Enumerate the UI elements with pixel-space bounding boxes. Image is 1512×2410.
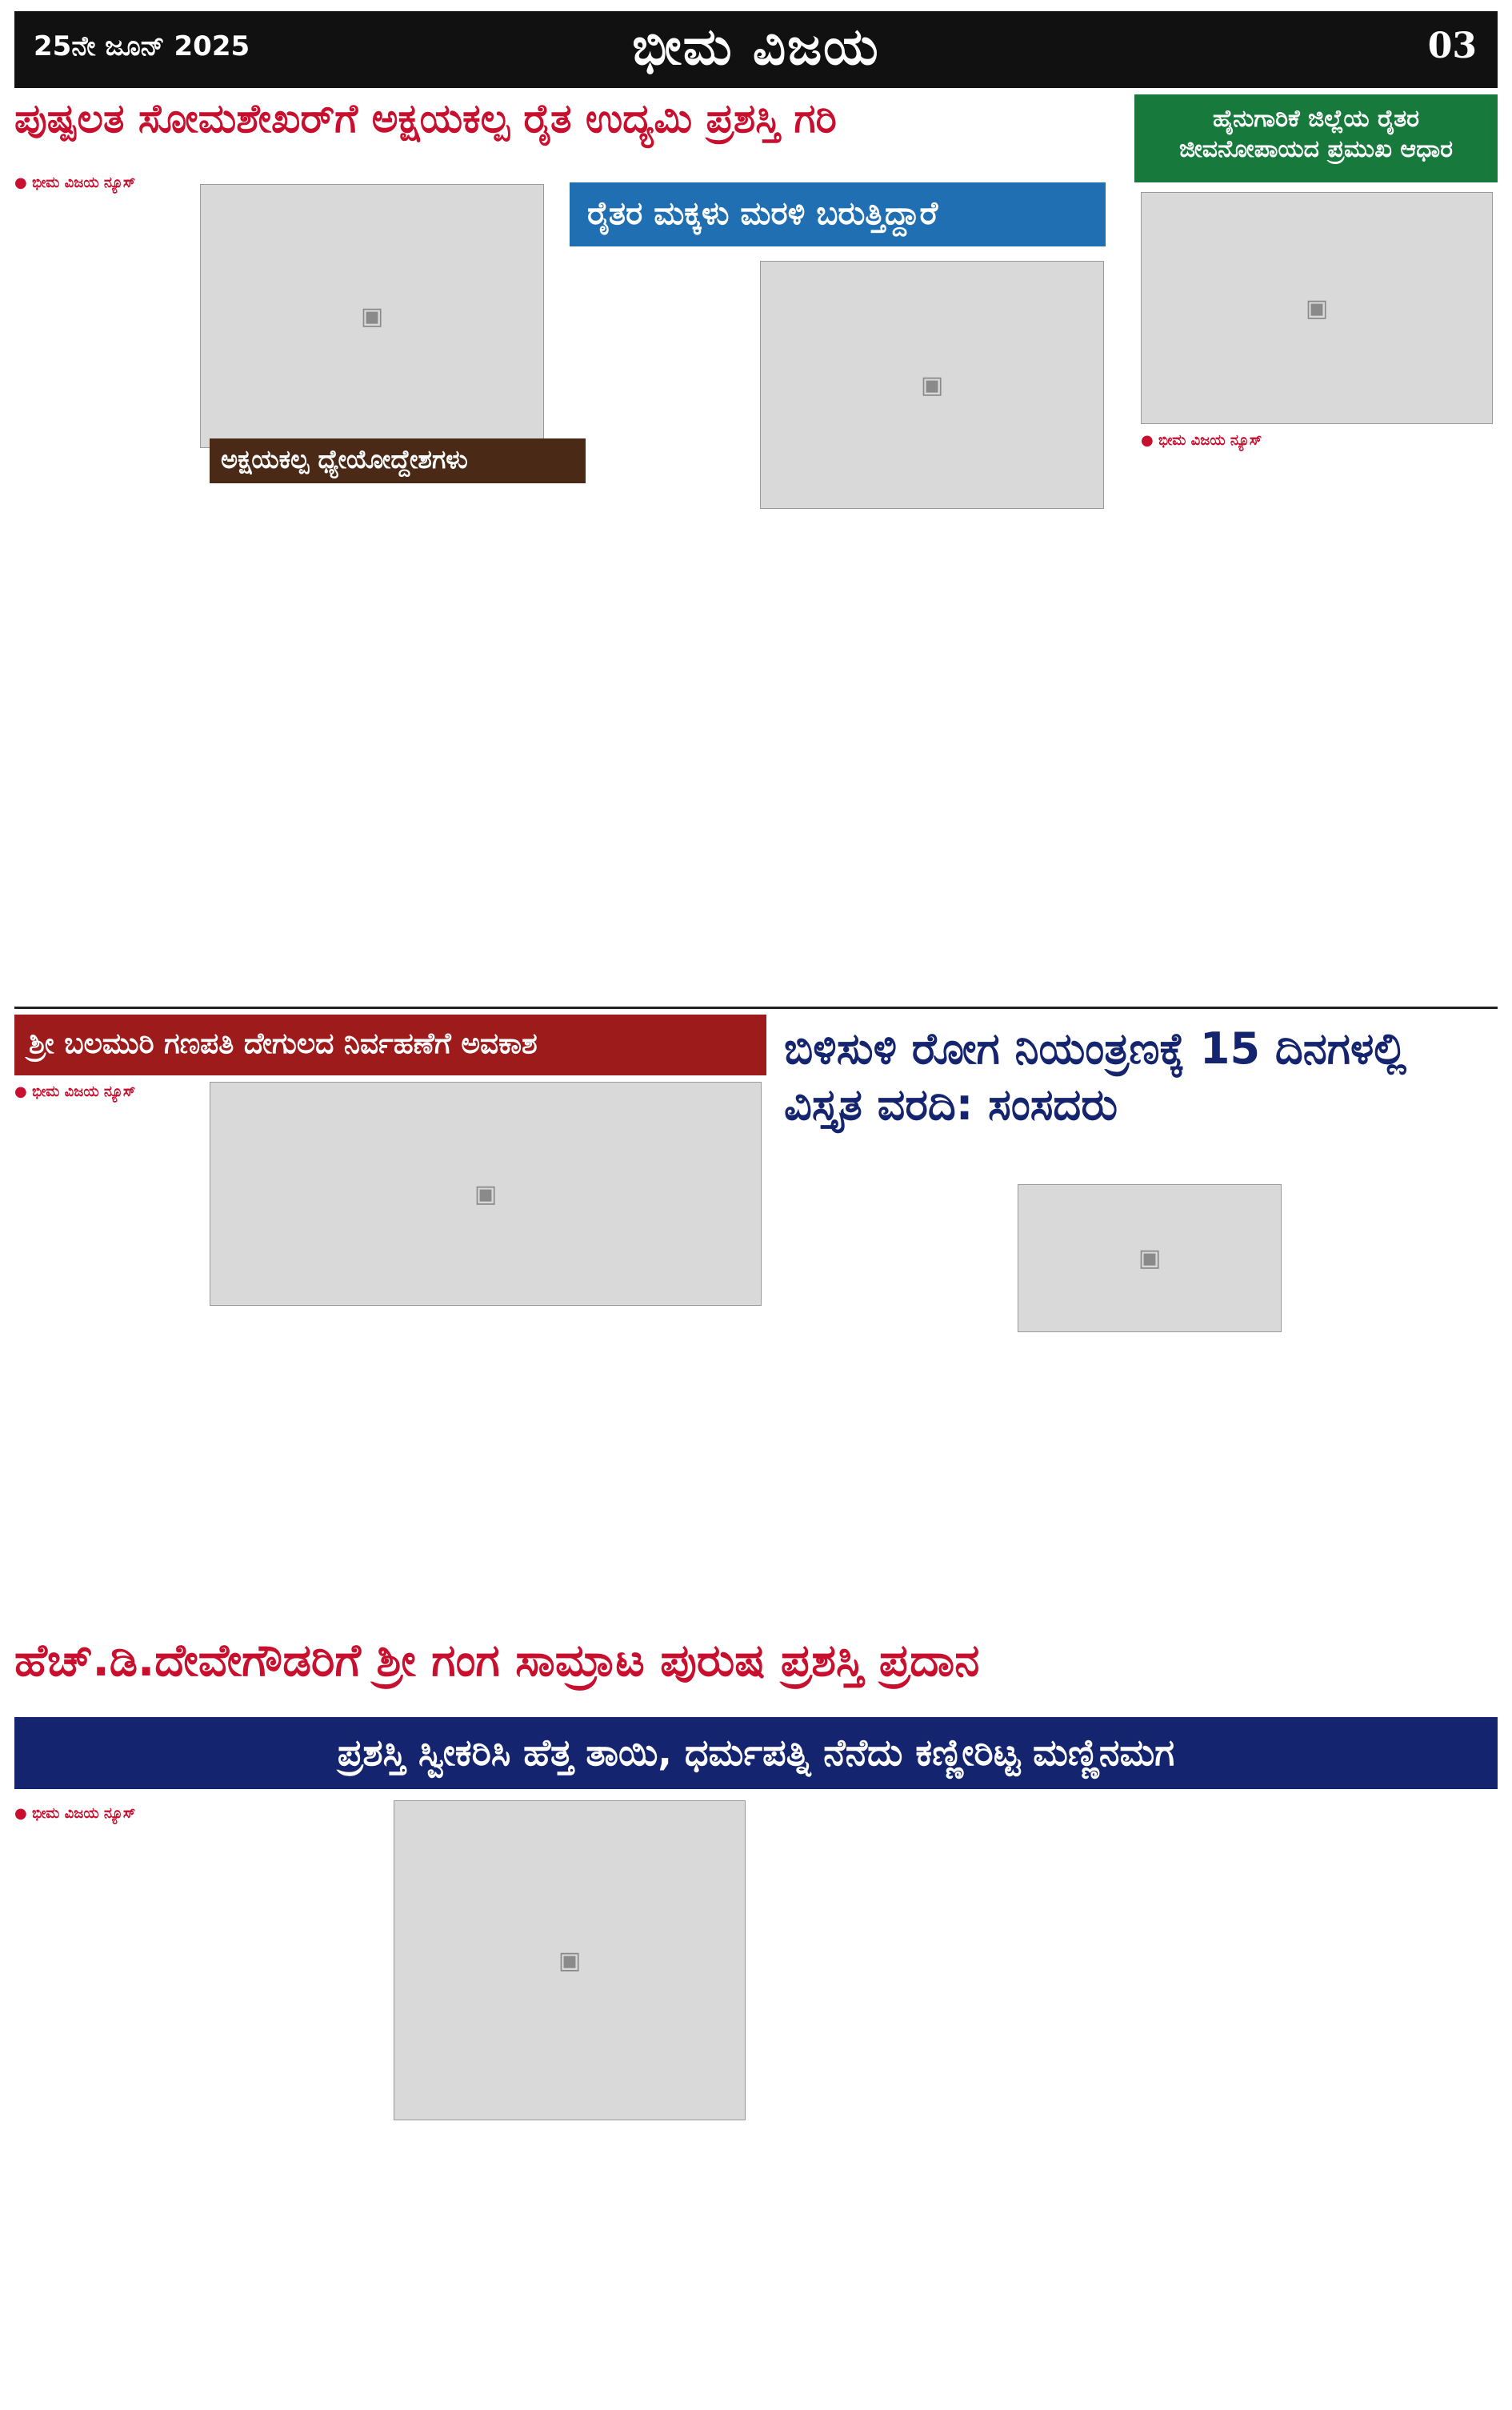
article-6-subheading-band xyxy=(14,1717,1498,1789)
masthead xyxy=(14,11,1498,88)
article-4-byline-wrap xyxy=(14,1083,206,1100)
article-6-byline-wrap xyxy=(14,1805,390,1822)
photo-icon: ▣ xyxy=(1305,294,1329,322)
article-1-subheading: ಅಕ್ಷಯಕಲ್ಪ ಧ್ಯೇಯೋದ್ದೇಶಗಳು xyxy=(221,444,468,474)
article-5-headline-wrap xyxy=(784,1021,1496,1133)
article-1-byline: ● ಭೀಮ ವಿಜಯ ನ್ಯೂಸ್ xyxy=(14,174,198,191)
article-1-photo xyxy=(200,184,544,448)
article-3-headline: ಹೈನುಗಾರಿಕೆ ಜಿಲ್ಲೆಯ ರೈತರ ಜೀವನೋಪಾಯದ ಪ್ರಮುಖ ಆಧಾರ xyxy=(1178,105,1454,163)
article-1-byline-wrap xyxy=(14,174,198,191)
article-1-headline-row xyxy=(14,94,1134,152)
photo-icon: ▣ xyxy=(920,370,944,399)
photo-icon: ▣ xyxy=(1138,1244,1162,1272)
article-3-byline-wrap xyxy=(1141,432,1493,449)
article-5-photo xyxy=(1018,1184,1282,1332)
article-2-headline-band xyxy=(570,182,1106,246)
article-1-subheading-band xyxy=(210,438,586,483)
article-3-byline: ● ಭೀಮ ವಿಜಯ ನ್ಯೂಸ್ xyxy=(1141,432,1493,449)
article-6-subheading: ಪ್ರಶಸ್ತಿ ಸ್ವೀಕರಿಸಿ ಹೆತ್ತ ತಾಯಿ, ಧರ್ಮಪತ್ನಿ ನೆನೆದು ಕಣ್ಣೀರಿಟ್ಟ ಮಣ್ಣಿನಮಗ xyxy=(337,1731,1175,1774)
article-6-byline: ● ಭೀಮ ವಿಜಯ ನ್ಯೂಸ್ xyxy=(14,1805,390,1822)
page-number: 03 xyxy=(1427,26,1477,66)
photo-icon: ▣ xyxy=(558,1946,582,1975)
photo-icon: ▣ xyxy=(474,1179,498,1208)
photo-icon: ▣ xyxy=(360,302,384,330)
article-4-photo xyxy=(210,1082,762,1306)
issue-date: 25ನೇ ಜೂನ್ 2025 xyxy=(34,30,250,62)
article-2-photo xyxy=(760,261,1104,509)
article-2-headline: ರೈತರ ಮಕ್ಕಳು ಮರಳಿ ಬರುತ್ತಿದ್ದಾರೆ xyxy=(587,195,938,232)
article-3-photo xyxy=(1141,192,1493,424)
article-1-headline: ಪುಷ್ಪಲತ ಸೋಮಶೇಖರ್‌ಗೆ ಅಕ್ಷಯಕಲ್ಪ ರೈತ ಉದ್ಯಮಿ ಪ್ರಶಸ್ತಿ ಗರಿ xyxy=(14,95,837,142)
article-6-photo xyxy=(394,1800,746,2120)
article-5-headline: ಬಿಳಿಸುಳಿ ರೋಗ ನಿಯಂತ್ರಣಕ್ಕೆ 15 ದಿನಗಳಲ್ಲಿ ವಿಸ್ತೃತ ವರದಿ: ಸಂಸದರು xyxy=(784,1023,1407,1131)
newspaper-title: ಭೀಮ ವಿಜಯ xyxy=(632,18,880,77)
article-6-headline-row xyxy=(14,1634,1498,1687)
article-3-headline-band xyxy=(1134,94,1498,182)
section-divider xyxy=(14,1007,1498,1009)
article-4-headline-band xyxy=(14,1015,766,1075)
article-4-headline: ಶ್ರೀ ಬಲಮುರಿ ಗಣಪತಿ ದೇಗುಲದ ನಿರ್ವಹಣೆಗೆ ಅವಕಾಶ xyxy=(29,1027,538,1060)
article-4-byline: ● ಭೀಮ ವಿಜಯ ನ್ಯೂಸ್ xyxy=(14,1083,206,1100)
article-6-headline: ಹೆಚ್.ಡಿ.ದೇವೇಗೌಡರಿಗೆ ಶ್ರೀ ಗಂಗ ಸಾಮ್ರಾಟ ಪುರುಷ ಪ್ರಶಸ್ತಿ ಪ್ರದಾನ xyxy=(14,1635,980,1687)
